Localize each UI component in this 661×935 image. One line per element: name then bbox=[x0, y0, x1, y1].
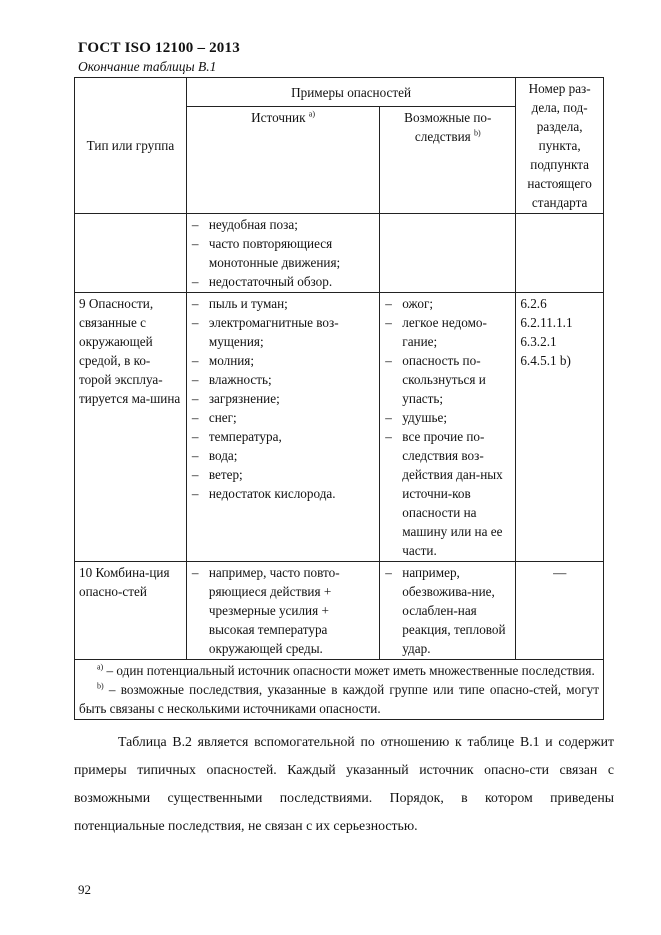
table-row bbox=[75, 293, 604, 562]
table-header-row bbox=[75, 78, 604, 107]
list-item: – например, часто повто-ряющиеся действия + чрезмерные усилия + высокая температура окружающей среды. bbox=[191, 563, 375, 658]
list-item: – удушье; bbox=[384, 408, 511, 427]
page-number: 92 bbox=[78, 882, 91, 897]
list-item: – недостаточный обзор. bbox=[191, 272, 375, 291]
table-continuation-caption: Окончание таблицы В.1 bbox=[78, 59, 217, 74]
header-examples: Примеры опасностей bbox=[186, 78, 515, 107]
document-id: ГОСТ ISO 12100 – 2013 bbox=[78, 40, 240, 56]
hazards-table bbox=[74, 77, 604, 720]
row-consequences bbox=[380, 214, 516, 293]
note-b: $^{b)}$ – возможные последствия, указанные в каждой группе или типе опасно-стей, могут быть связаны с несколькими источниками опасности. bbox=[79, 681, 599, 716]
row-consequences bbox=[380, 562, 516, 660]
note-a: $^{a)}$ – один потенциальный источник опасности может иметь множественные последствия. bbox=[97, 662, 595, 678]
table-notes bbox=[75, 660, 604, 720]
table-notes-row bbox=[75, 660, 604, 720]
row-sections: — bbox=[516, 562, 604, 660]
list-item: – легкое недомо-гание; bbox=[384, 313, 511, 351]
header-source: Источник $^{a)}$ bbox=[186, 107, 379, 214]
list-item: – все прочие по-следствия воз-действия дан-ных источни-ков опасности на машину или на ее части. bbox=[384, 427, 511, 560]
list-item: – снег; bbox=[191, 408, 375, 427]
body-paragraph: Таблица В.2 является вспомогательной по отношению к таблице В.1 и содержит примеры типичных опасностей. Каждый указанный источник опасно-сти связан с возможными существенными последствиями. Порядок, в котором приведены потенциальные последствия, не связан с их серьезностью. bbox=[74, 734, 614, 833]
list-item: – температура, bbox=[191, 427, 375, 446]
list-item: – влажность; bbox=[191, 370, 375, 389]
row-type: 10 Комбина-ция опасно-стей bbox=[75, 562, 187, 660]
table-row bbox=[75, 562, 604, 660]
row-type: 9 Опасности, связанные с окружающей средой, в ко-торой эксплуа-тируется ма-шина bbox=[75, 293, 187, 562]
section-ref: 6.2.11.1.1 bbox=[520, 315, 573, 330]
list-item: – загрязнение; bbox=[191, 389, 375, 408]
list-item: – неудобная поза; bbox=[191, 215, 375, 234]
row-sources bbox=[186, 214, 379, 293]
header-consequences: Возможные по-следствия $^{b)}$ bbox=[380, 107, 516, 214]
row-sections bbox=[516, 293, 604, 562]
header-section: Номер раз-дела, под-раздела, пункта, подпункта настоящего стандарта bbox=[516, 78, 604, 214]
table-row bbox=[75, 214, 604, 293]
row-sources bbox=[186, 562, 379, 660]
list-item: – вода; bbox=[191, 446, 375, 465]
list-item: – недостаток кислорода. bbox=[191, 484, 375, 503]
list-item: – ветер; bbox=[191, 465, 375, 484]
section-ref: 6.4.5.1 b) bbox=[520, 353, 571, 368]
row-consequences bbox=[380, 293, 516, 562]
section-ref: 6.3.2.1 bbox=[520, 334, 557, 349]
row-type bbox=[75, 214, 187, 293]
list-item: – ожог; bbox=[384, 294, 511, 313]
list-item: – пыль и туман; bbox=[191, 294, 375, 313]
list-item: – например, обезвожива-ние, ослаблен-ная реакция, тепловой удар. bbox=[384, 563, 511, 658]
list-item: – часто повторяющиеся монотонные движения; bbox=[191, 234, 375, 272]
row-sources bbox=[186, 293, 379, 562]
list-item: – молния; bbox=[191, 351, 375, 370]
section-ref: 6.2.6 bbox=[520, 296, 547, 311]
list-item: – электромагнитные воз-мущения; bbox=[191, 313, 375, 351]
list-item: – опасность по-скользнуться и упасть; bbox=[384, 351, 511, 408]
row-sections bbox=[516, 214, 604, 293]
header-type: Тип или группа bbox=[75, 78, 187, 214]
